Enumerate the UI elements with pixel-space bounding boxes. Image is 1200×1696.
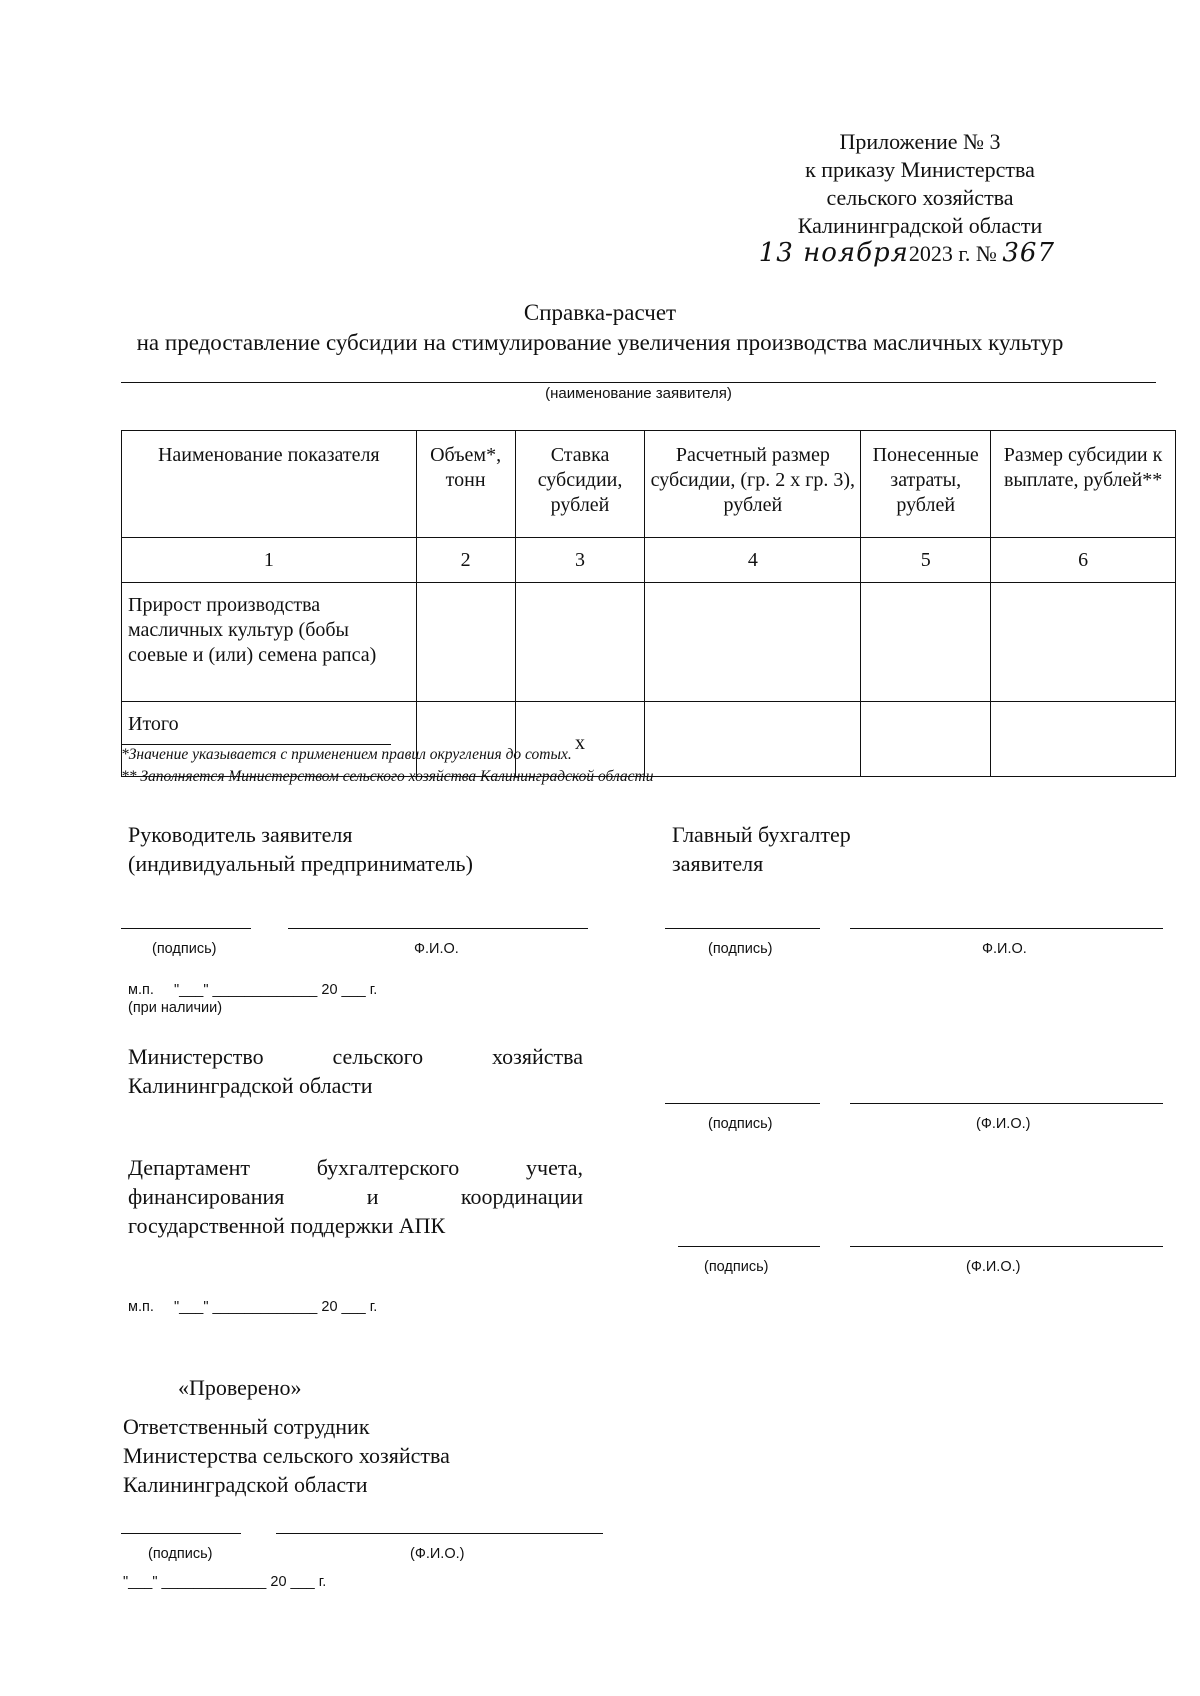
- cell-rate[interactable]: [515, 583, 645, 702]
- accountant-signature-field[interactable]: [665, 928, 820, 929]
- col-number: 6: [991, 538, 1176, 583]
- cell-calculated[interactable]: [645, 583, 861, 702]
- annex-line-2: к приказу Министерства: [805, 157, 1035, 182]
- header-rate: Ставка субсидии, рублей: [515, 431, 645, 538]
- col-number: 1: [122, 538, 417, 583]
- head-fio-caption: Ф.И.О.: [414, 941, 459, 957]
- responsible-fio-caption: (Ф.И.О.): [410, 1546, 465, 1562]
- cell-volume[interactable]: [416, 702, 515, 777]
- row-name: Прирост производства масличных культур (бобы соевые и (или) семена рапса): [122, 583, 417, 702]
- annex-line-3: сельского хозяйства: [826, 185, 1014, 210]
- department-signature-field[interactable]: [678, 1246, 820, 1247]
- calculation-table: [121, 430, 1176, 777]
- footnote-rule: [121, 744, 391, 745]
- cell-calculated[interactable]: [645, 702, 861, 777]
- stamp-date-line-2: м.п. "___" _____________ 20 ___ г.: [128, 1299, 378, 1315]
- final-date-line: "___" _____________ 20 ___ г.: [123, 1574, 327, 1590]
- cell-payout[interactable]: [991, 702, 1176, 777]
- responsible-label-line-3: Калининградской области: [123, 1472, 368, 1497]
- accountant-label: [672, 820, 851, 878]
- department-label-line-1: Департамент бухгалтерского учета,: [128, 1155, 583, 1180]
- responsible-signature-field[interactable]: [121, 1533, 241, 1534]
- header-volume: Объем*, тонн: [416, 431, 515, 538]
- accountant-signature-caption: (подпись): [708, 941, 773, 957]
- cell-payout[interactable]: [991, 583, 1176, 702]
- accountant-fio-field[interactable]: [850, 928, 1163, 929]
- head-label-line-2: (индивидуальный предприниматель): [128, 851, 473, 876]
- department-label-line-2: финансирования и координации: [128, 1184, 583, 1209]
- header-indicator: Наименование показателя: [122, 431, 417, 538]
- cell-costs[interactable]: [861, 702, 991, 777]
- handwritten-number: 367: [1002, 238, 1055, 268]
- ministry-fio-field[interactable]: [850, 1103, 1163, 1104]
- col-number: 5: [861, 538, 991, 583]
- applicant-caption: (наименование заявителя): [545, 385, 732, 402]
- annex-line-1: Приложение № 3: [839, 129, 1001, 154]
- department-fio-caption: (Ф.И.О.): [966, 1259, 1021, 1275]
- ministry-signature-field[interactable]: [665, 1103, 820, 1104]
- col-number: 2: [416, 538, 515, 583]
- department-signature-caption: (подпись): [704, 1259, 769, 1275]
- title-line-1: Справка-расчет: [523, 300, 677, 325]
- head-signature-caption: (подпись): [152, 941, 217, 957]
- header-costs: Понесенные затраты, рублей: [861, 431, 991, 538]
- footnote-2: ** Заполняется Министерством сельского хозяйства Калининградской области: [121, 768, 654, 785]
- department-label: [128, 1153, 583, 1240]
- department-fio-field[interactable]: [850, 1246, 1163, 1247]
- header-calculated: Расчетный размер субсидии, (гр. 2 х гр. 3), рублей: [645, 431, 861, 538]
- responsible-label-line-2: Министерства сельского хозяйства: [123, 1443, 450, 1468]
- responsible-signature-caption: (подпись): [148, 1546, 213, 1562]
- checked-label: «Проверено»: [178, 1375, 302, 1400]
- cell-rate: х: [515, 702, 645, 777]
- head-label-line-1: Руководитель заявителя: [128, 822, 353, 847]
- col-number: 4: [645, 538, 861, 583]
- document-title: [0, 298, 1200, 358]
- title-line-2: на предоставление субсидии на стимулирование увеличения производства масличных культур: [136, 330, 1064, 355]
- footnote-1: *Значение указывается с применением правил округления до сотых.: [121, 746, 572, 763]
- col-number: 3: [515, 538, 645, 583]
- department-label-line-3: государственной поддержки АПК: [128, 1213, 446, 1238]
- header-payout: Размер субсидии к выплате, рублей**: [991, 431, 1176, 538]
- stamp-date-line: м.п. "___" _____________ 20 ___ г.: [128, 982, 378, 998]
- ministry-signature-caption: (подпись): [708, 1116, 773, 1132]
- head-fio-field[interactable]: [288, 928, 588, 929]
- annex-year-number: 2023 г. №: [908, 241, 997, 266]
- responsible-label-line-1: Ответственный сотрудник: [123, 1414, 370, 1439]
- cell-volume[interactable]: [416, 583, 515, 702]
- table-row: [122, 583, 1176, 702]
- accountant-label-line-2: заявителя: [672, 851, 764, 876]
- head-signature-field[interactable]: [121, 928, 251, 929]
- annex-line-4: Калининградской области: [797, 213, 1043, 238]
- handwritten-date: 13 ноября: [758, 238, 909, 268]
- ministry-label: [128, 1042, 583, 1100]
- cell-costs[interactable]: [861, 583, 991, 702]
- ministry-label-line-1: Министерство сельского хозяйства: [128, 1044, 583, 1069]
- accountant-fio-caption: Ф.И.О.: [982, 941, 1027, 957]
- table-row: [122, 702, 1176, 777]
- responsible-fio-field[interactable]: [276, 1533, 603, 1534]
- annex-block: [770, 128, 1070, 240]
- if-any-caption: (при наличии): [128, 1000, 223, 1016]
- responsible-label: [123, 1412, 450, 1499]
- row-name: Итого: [122, 702, 417, 777]
- annex-date: [759, 238, 1055, 268]
- applicant-name-field[interactable]: [121, 382, 1156, 383]
- ministry-fio-caption: (Ф.И.О.): [976, 1116, 1031, 1132]
- ministry-label-line-2: Калининградской области: [128, 1073, 373, 1098]
- accountant-label-line-1: Главный бухгалтер: [672, 822, 851, 847]
- head-label: [128, 820, 473, 878]
